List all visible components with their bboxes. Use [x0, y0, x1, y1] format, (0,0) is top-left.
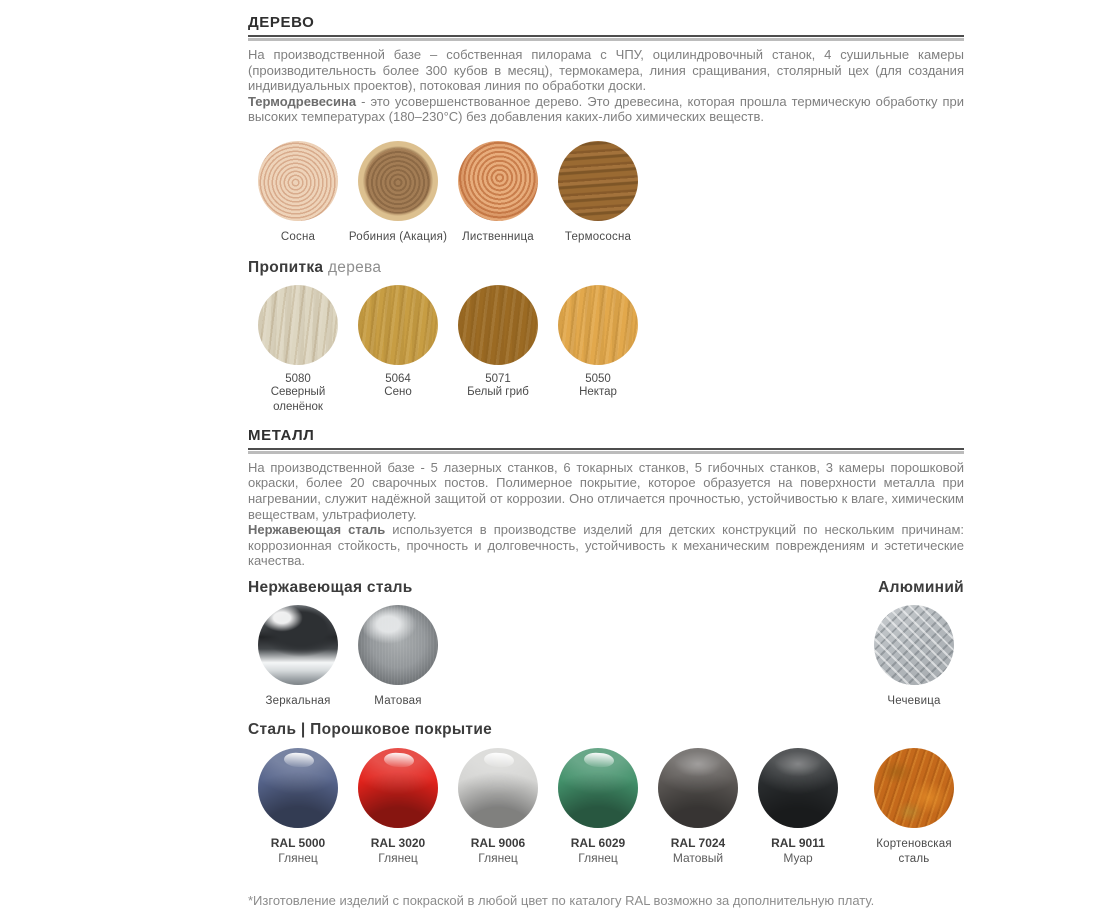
- impregnation-swatch: [448, 285, 548, 400]
- wood-species-row: [248, 141, 964, 245]
- ral-swatch: [648, 748, 748, 865]
- ral-code: RAL 9011: [771, 835, 825, 850]
- stainless-text: используется в производстве изделий для детских конструкций по нескольким причинам: коррозионная стойкость, прочность и долговечность, устойчивость к механическим повреждениям и эстетические качества.: [248, 522, 965, 569]
- ral-swatch: [248, 748, 348, 865]
- impregnation-title-sub: дерева: [327, 258, 382, 276]
- wood-species-column: [248, 141, 348, 245]
- thermowood-term: Термодревесина: [248, 93, 357, 109]
- swatch-label: Сосна: [280, 230, 316, 243]
- impregnation-title: [248, 259, 964, 277]
- corten-swatch: [864, 748, 964, 867]
- impregnation-title-main: Пропитка: [248, 258, 324, 276]
- thermowood-text: - это усовершенствованное дерево. Это древесина, которая прошла термическую обработку при высоких температурах (180–230°С) без добавления каких-либо химических веществ.: [248, 93, 964, 125]
- ral-code: RAL 7024: [670, 835, 726, 850]
- ral-swatch: [448, 748, 548, 865]
- metal-intro-paragraph: [248, 460, 964, 522]
- metal-section-title: МЕТАЛЛ: [248, 426, 315, 444]
- stainless-paragraph: [248, 522, 964, 569]
- ral-color-ball: [558, 748, 638, 828]
- diamond-plate-photo: [874, 605, 954, 685]
- pine-wood-photo: [258, 141, 338, 221]
- swatch-code: 5064: [385, 372, 411, 385]
- ral-color-ball: [458, 748, 538, 828]
- metal-title-rule: [248, 448, 964, 454]
- ral-finish: Глянец: [378, 850, 418, 865]
- ral-color-ball: [258, 748, 338, 828]
- swatch-label: Лиственница: [462, 230, 534, 243]
- stainless-term: Нержавеющая сталь: [248, 522, 386, 538]
- corten-steel-photo: [874, 748, 954, 828]
- aluminium-swatch-lentil: [864, 605, 964, 709]
- stainless-aluminium-headrow: [248, 579, 964, 597]
- stainless-swatch-matte: [348, 605, 448, 709]
- ral-swatch: [548, 748, 648, 865]
- thermowood-paragraph: [248, 94, 964, 125]
- impregnation-swatch: [548, 285, 648, 400]
- stainless-title: Нержавеющая сталь: [248, 578, 413, 596]
- impregnation-color-photo: [558, 285, 638, 365]
- ral-swatch: [748, 748, 848, 865]
- swatch-label: Чечевица: [887, 694, 941, 707]
- ral-finish: Глянец: [278, 850, 318, 865]
- swatch-name: Северный оленёнок: [270, 385, 326, 413]
- wood-intro-paragraph: [248, 47, 964, 94]
- ral-code: RAL 3020: [370, 835, 426, 850]
- robinia-wood-photo: [358, 141, 438, 221]
- swatch-label: Термососна: [564, 230, 632, 243]
- larch-wood-photo: [458, 141, 538, 221]
- impregnation-color-photo: [258, 285, 338, 365]
- swatch-label: Робиния (Акация): [348, 230, 448, 243]
- powder-coating-row: [248, 748, 964, 867]
- metal-section: [248, 427, 964, 908]
- wood-intro-text: На производственной базе – собственная пилорама с ЧПУ, оцилиндровочный станок, 4 сушильные камеры (производительность более 300 кубов в месяц), термокамера, линия сращивания, столярный цех (для создания индивидуальных проектов), потоковая линия по обработки доски.: [248, 47, 964, 94]
- swatch-name: Белый гриб: [467, 385, 529, 398]
- mirror-steel-photo: [258, 605, 338, 685]
- powder-coating-title: Сталь | Порошковое покрытие: [248, 720, 493, 738]
- impregnation-color-photo: [458, 285, 538, 365]
- swatch-code: 5080: [285, 372, 311, 385]
- ral-code: RAL 6029: [570, 835, 626, 850]
- ral-finish: Матовый: [672, 850, 724, 865]
- wood-species-column: [548, 141, 648, 245]
- ral-finish: Глянец: [578, 850, 618, 865]
- wood-section: [248, 14, 964, 415]
- ral-swatch: [348, 748, 448, 865]
- stainless-row: [248, 605, 964, 709]
- aluminium-title: Алюминий: [878, 578, 964, 596]
- stainless-swatch-mirror: [248, 605, 348, 709]
- ral-color-ball: [658, 748, 738, 828]
- wood-title-rule: [248, 35, 964, 41]
- impregnation-swatch: [348, 285, 448, 400]
- swatch-code: 5071: [485, 372, 511, 385]
- metal-intro-text: На производственной базе - 5 лазерных станков, 6 токарных станков, 5 гибочных станков, 3 камеры порошковой окраски, более 20 сварочных постов. Полимерное покрытие, которое образуется на поверхности металла при нагревании, служит надёжной защитой от коррозии. Оно отличается прочностью, устойчивостью к влаге, химическим веществам, ультрафиолету.: [248, 459, 964, 522]
- ral-code: RAL 5000: [270, 835, 326, 850]
- page-content: [248, 14, 964, 908]
- swatch-name: Сено: [384, 385, 412, 398]
- swatch-label: Матовая: [374, 694, 422, 707]
- swatch-label: Кортеновская сталь: [876, 837, 952, 865]
- ral-color-ball: [358, 748, 438, 828]
- wood-species-column: [448, 141, 548, 245]
- ral-color-ball: [758, 748, 838, 828]
- impregnation-color-photo: [358, 285, 438, 365]
- ral-finish: Муар: [783, 850, 813, 865]
- impregnation-row: [248, 285, 964, 415]
- swatch-name: Нектар: [579, 385, 617, 398]
- impregnation-swatch: [248, 285, 348, 415]
- wood-section-title: ДЕРЕВО: [248, 14, 315, 31]
- ral-finish: Глянец: [478, 850, 518, 865]
- swatch-code: 5050: [585, 372, 611, 385]
- swatch-label: Зеркальная: [265, 694, 331, 707]
- thermopine-wood-photo: [558, 141, 638, 221]
- ral-footnote: *Изготовление изделий с покраской в любой цвет по каталогу RAL возможно за дополнительную плату.: [248, 892, 875, 908]
- matte-steel-photo: [358, 605, 438, 685]
- wood-species-column: [348, 141, 448, 245]
- ral-code: RAL 9006: [470, 835, 526, 850]
